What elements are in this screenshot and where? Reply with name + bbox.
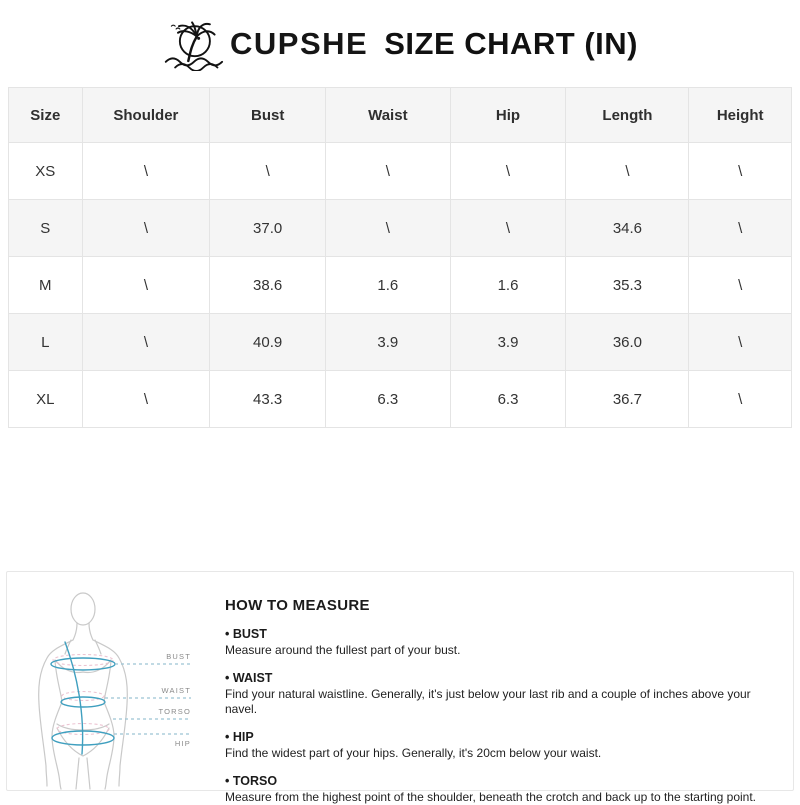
size-cell: XL — [9, 371, 83, 428]
measure-item — [225, 774, 775, 805]
figure-wrap — [7, 572, 211, 790]
measure-item — [225, 671, 775, 717]
table-row — [9, 257, 792, 314]
page-title: SIZE CHART (IN) — [384, 26, 638, 61]
measure-item-label: • TORSO — [225, 774, 278, 788]
value-cell: \ — [326, 143, 450, 200]
size-cell: M — [9, 257, 83, 314]
size-cell: XS — [9, 143, 83, 200]
value-cell: 1.6 — [326, 257, 450, 314]
value-cell: 6.3 — [326, 371, 450, 428]
value-cell: \ — [210, 143, 326, 200]
value-cell: \ — [326, 200, 450, 257]
brand-name: CUPSHE — [230, 26, 369, 61]
palm-trunk — [188, 36, 196, 60]
column-header-bust: Bust — [210, 88, 326, 143]
measure-content — [211, 572, 793, 804]
value-cell: \ — [689, 143, 792, 200]
value-cell: \ — [689, 257, 792, 314]
table-row — [9, 200, 792, 257]
measure-item-label: • WAIST — [225, 671, 273, 685]
measure-item-description: Find the widest part of your hips. Generally, it's 20cm below your waist. — [225, 746, 602, 760]
value-cell: \ — [450, 200, 566, 257]
size-table-header — [9, 88, 792, 143]
value-cell: 3.9 — [450, 314, 566, 371]
brand-header — [0, 0, 800, 72]
value-cell: 37.0 — [210, 200, 326, 257]
value-cell: \ — [689, 371, 792, 428]
value-cell: \ — [82, 200, 210, 257]
measure-list — [225, 627, 775, 805]
value-cell: 38.6 — [210, 257, 326, 314]
value-cell: 43.3 — [210, 371, 326, 428]
value-cell: 1.6 — [450, 257, 566, 314]
value-cell: \ — [450, 143, 566, 200]
value-cell: 35.3 — [566, 257, 689, 314]
column-header-waist: Waist — [326, 88, 450, 143]
size-table — [8, 87, 792, 428]
value-cell: \ — [82, 257, 210, 314]
table-row — [9, 143, 792, 200]
value-cell: 3.9 — [326, 314, 450, 371]
value-cell: 6.3 — [450, 371, 566, 428]
body-measurement-figure — [15, 578, 211, 790]
figure-label-bust: BUST — [166, 652, 191, 661]
value-cell: \ — [689, 200, 792, 257]
measure-item-description: Measure around the fullest part of your bust. — [225, 643, 461, 657]
value-cell: \ — [566, 143, 689, 200]
value-cell: 36.7 — [566, 371, 689, 428]
value-cell: 40.9 — [210, 314, 326, 371]
how-to-measure-title: HOW TO MEASURE — [225, 597, 370, 614]
header-row — [9, 88, 792, 143]
waist-measure-line — [61, 697, 105, 707]
measure-item-description: Find your natural waistline. Generally, it's just below your last rib and a couple of inches above your navel. — [225, 687, 751, 716]
measure-item-description: Measure from the highest point of the shoulder, beneath the crotch and back up to the starting point. — [225, 790, 757, 804]
leader-lines — [105, 664, 191, 734]
how-to-measure-card — [6, 571, 794, 804]
size-cell: S — [9, 200, 83, 257]
measure-item — [225, 730, 775, 761]
palm-tree-waves-logo-icon — [162, 17, 224, 71]
size-table-body — [9, 143, 792, 428]
value-cell: \ — [82, 143, 210, 200]
inner-legs — [76, 758, 90, 789]
measure-item — [225, 627, 775, 658]
column-header-shoulder: Shoulder — [82, 88, 210, 143]
coconut — [197, 37, 200, 40]
value-cell: 36.0 — [566, 314, 689, 371]
figure-label-hip: HIP — [174, 739, 191, 748]
column-header-length: Length — [566, 88, 689, 143]
table-row — [9, 371, 792, 428]
measure-item-label: • HIP — [225, 730, 254, 744]
bust-measure-line — [51, 658, 115, 670]
column-header-height: Height — [689, 88, 792, 143]
value-cell: \ — [82, 371, 210, 428]
figure-label-torso: TORSO — [158, 707, 191, 716]
size-cell: L — [9, 314, 83, 371]
column-header-size: Size — [9, 88, 83, 143]
table-row — [9, 314, 792, 371]
measure-item-label: • BUST — [225, 627, 267, 641]
figure-label-waist: WAIST — [161, 686, 191, 695]
column-header-hip: Hip — [450, 88, 566, 143]
value-cell: 34.6 — [566, 200, 689, 257]
value-cell: \ — [689, 314, 792, 371]
value-cell: \ — [82, 314, 210, 371]
